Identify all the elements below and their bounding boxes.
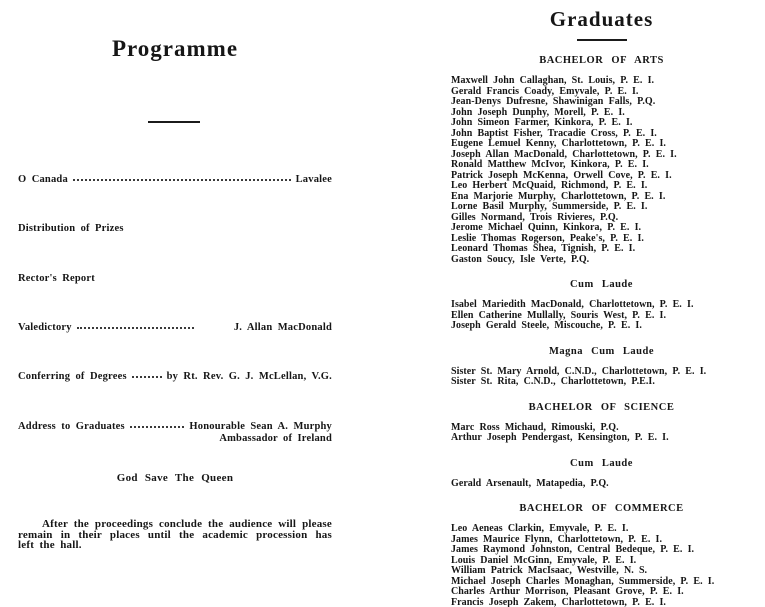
degree-section-heading: BACHELOR OF ARTS xyxy=(539,55,664,66)
graduates-title: Graduates xyxy=(549,7,654,31)
graduate-entry: Leo Herbert McQuaid, Richmond, P. E. I. xyxy=(451,180,648,191)
graduate-entry: William Patrick MacIsaac, Westville, N. S. xyxy=(451,565,648,576)
programme-item-distribution-of-prizes xyxy=(18,223,332,234)
closing-note: After the proceedings conclude the audience will please remain in their places until the academic procession has left the hall. xyxy=(18,518,332,552)
graduate-entry: Leonard Thomas Shea, Tignish, P. E. I. xyxy=(451,243,636,254)
graduate-list xyxy=(438,423,765,444)
graduate-entry: Ronald Matthew McIvor, Kinkora, P. E. I. xyxy=(451,159,649,170)
programme-item-conferring-of-degrees xyxy=(18,371,332,382)
graduate-entry: Leo Aeneas Clarkin, Emyvale, P. E. I. xyxy=(451,523,629,534)
honours-heading: Magna Cum Laude xyxy=(548,345,654,357)
programme-item-value: by Rt. Rev. G. J. McLellan, V.G. xyxy=(166,371,332,382)
graduate-entry: Ellen Catherine Mullally, Souris West, P. E. I. xyxy=(451,309,667,321)
programme-item-label: Valedictory xyxy=(18,322,72,333)
programme-page xyxy=(18,0,332,607)
graduate-entry: Eugene Lemuel Kenny, Charlottetown, P. E. I. xyxy=(451,138,666,149)
dotted-leader xyxy=(130,426,185,428)
degree-section-heading: BACHELOR OF SCIENCE xyxy=(528,401,675,413)
speaker-name: Honourable Sean A. Murphy xyxy=(189,421,332,432)
graduate-entry: John Simeon Farmer, Kinkora, P. E. I. xyxy=(451,117,633,128)
anthem-line: God Save The Queen xyxy=(116,472,234,484)
dotted-leader xyxy=(73,179,291,181)
programme-item-value: J. Allan MacDonald xyxy=(233,322,332,333)
graduate-entry: John Joseph Dunphy, Morell, P. E. I. xyxy=(451,106,625,118)
graduate-entry: Ena Marjorie Murphy, Charlottetown, P. E. I. xyxy=(451,190,666,202)
graduate-list xyxy=(438,367,765,388)
graduates-page xyxy=(438,0,765,607)
programme-item-rectors-report xyxy=(18,273,332,284)
graduate-entry: Jerome Michael Quinn, Kinkora, P. E. I. xyxy=(451,222,642,233)
programme-item-value: Lavalee xyxy=(295,174,332,185)
programme-item-address-to-graduates xyxy=(18,421,332,445)
honours-heading: Cum Laude xyxy=(570,279,633,290)
graduate-list xyxy=(438,76,765,265)
graduate-entry: Gerald Francis Coady, Emyvale, P. E. I. xyxy=(451,85,639,97)
graduate-entry: Gilles Normand, Trois Rivieres, P.Q. xyxy=(451,211,619,223)
programme-item-label: O Canada xyxy=(18,174,68,185)
graduate-entry: Charles Arthur Morrison, Pleasant Grove, P. E. I. xyxy=(451,586,684,597)
graduate-list xyxy=(438,479,765,490)
programme-item-valedictory xyxy=(18,322,332,333)
programme-item-value xyxy=(189,421,332,445)
programme-item-label: Address to Graduates xyxy=(18,421,125,432)
programme-title: Programme xyxy=(111,36,239,61)
graduate-entry: Maxwell John Callaghan, St. Louis, P. E. I. xyxy=(451,75,655,86)
graduate-entry: Leslie Thomas Rogerson, Peake's, P. E. I. xyxy=(451,232,644,244)
graduate-entry: Louis Daniel McGinn, Emyvale, P. E. I. xyxy=(451,554,637,566)
graduate-entry: Gaston Soucy, Isle Verte, P.Q. xyxy=(451,253,590,265)
title-divider xyxy=(577,39,627,41)
graduate-entry: Lorne Basil Murphy, Summerside, P. E. I. xyxy=(451,201,648,212)
title-divider xyxy=(148,121,200,123)
degree-section-heading: BACHELOR OF COMMERCE xyxy=(519,503,684,514)
graduate-entry: Joseph Gerald Steele, Miscouche, P. E. I. xyxy=(451,320,642,331)
graduate-entry: John Baptist Fisher, Tracadie Cross, P. E. I. xyxy=(451,127,657,139)
dotted-leader xyxy=(77,327,194,329)
graduate-entry: Michael Joseph Charles Monaghan, Summerside, P. E. I. xyxy=(451,575,715,587)
graduate-entry: Sister St. Rita, C.N.D., Charlottetown, P.E.I. xyxy=(451,376,655,387)
graduate-entry: Jean-Denys Dufresne, Shawinigan Falls, P.Q. xyxy=(451,96,656,107)
speaker-title: Ambassador of Ireland xyxy=(219,433,332,444)
programme-item-label: Conferring of Degrees xyxy=(18,371,127,382)
graduate-entry: Gerald Arsenault, Matapedia, P.Q. xyxy=(451,477,609,489)
programme-item-o-canada xyxy=(18,174,332,185)
graduate-entry: Arthur Joseph Pendergast, Kensington, P. E. I. xyxy=(451,432,669,443)
graduate-entry: James Maurice Flynn, Charlottetown, P. E. I. xyxy=(451,533,663,545)
graduate-entry: Joseph Allan MacDonald, Charlottetown, P. E. I. xyxy=(451,148,677,160)
programme-item-label: Rector's Report xyxy=(18,273,95,284)
graduate-entry: James Raymond Johnston, Central Bedeque, P. E. I. xyxy=(451,544,695,555)
programme-item-label: Distribution of Prizes xyxy=(18,223,124,234)
graduate-entry: Sister St. Mary Arnold, C.N.D., Charlottetown, P. E. I. xyxy=(451,365,707,377)
graduate-entry: Marc Ross Michaud, Rimouski, P.Q. xyxy=(451,421,619,433)
graduate-entry: Isabel Mariedith MacDonald, Charlottetown, P. E. I. xyxy=(451,299,694,310)
graduate-list xyxy=(438,524,765,607)
dotted-leader xyxy=(132,376,162,378)
honours-heading: Cum Laude xyxy=(570,457,633,469)
graduate-entry: Francis Joseph Zakem, Charlottetown, P. E. I. xyxy=(451,596,666,607)
graduate-list xyxy=(438,300,765,332)
graduate-entry: Patrick Joseph McKenna, Orwell Cove, P. E. I. xyxy=(451,169,672,181)
